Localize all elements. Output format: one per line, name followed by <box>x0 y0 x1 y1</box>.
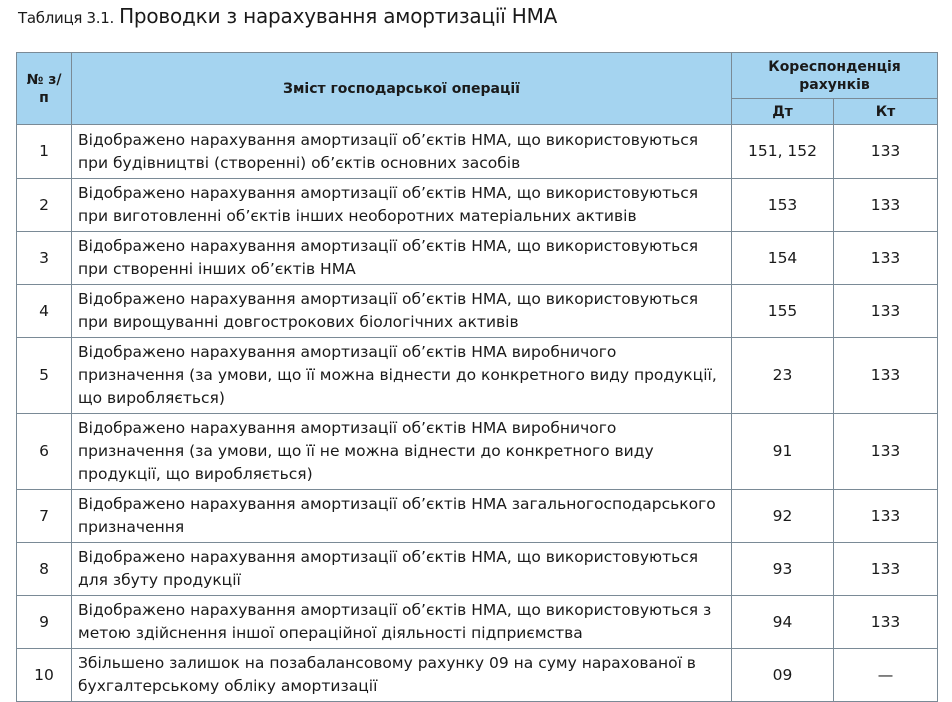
row-number: 4 <box>17 285 72 338</box>
row-credit: 133 <box>834 338 938 414</box>
row-credit: 133 <box>834 490 938 543</box>
row-credit: 133 <box>834 179 938 232</box>
row-credit: 133 <box>834 414 938 490</box>
row-credit: — <box>834 649 938 702</box>
row-credit: 133 <box>834 232 938 285</box>
entries-table <box>16 52 938 702</box>
row-debit: 91 <box>732 414 834 490</box>
row-debit: 154 <box>732 232 834 285</box>
row-credit: 133 <box>834 543 938 596</box>
row-description: Відображено нарахування амортизації об’єктів НМА виробничого призначення (за умови, що її не можна віднести до конкретного виду продукції, що виробляється) <box>72 414 732 490</box>
row-number: 8 <box>17 543 72 596</box>
row-description: Відображено нарахування амортизації об’єктів НМА, що використовуються для збуту продукції <box>72 543 732 596</box>
row-number: 2 <box>17 179 72 232</box>
row-number: 1 <box>17 125 72 179</box>
row-debit: 151, 152 <box>732 125 834 179</box>
table-row <box>17 490 938 543</box>
table-row <box>17 285 938 338</box>
row-debit: 93 <box>732 543 834 596</box>
row-description: Відображено нарахування амортизації об’єктів НМА, що використовуються при виготовленні об’єктів інших необоротних матеріальних активів <box>72 179 732 232</box>
table-row <box>17 125 938 179</box>
row-debit: 23 <box>732 338 834 414</box>
table-caption <box>18 4 557 28</box>
row-credit: 133 <box>834 125 938 179</box>
row-description: Відображено нарахування амортизації об’єктів НМА, що використовуються при створенні інших об’єктів НМА <box>72 232 732 285</box>
header-correspondence: Кореспонденція рахунків <box>732 53 938 99</box>
table-row <box>17 232 938 285</box>
row-debit: 09 <box>732 649 834 702</box>
table-row <box>17 338 938 414</box>
row-debit: 92 <box>732 490 834 543</box>
header-content: Зміст господарської операції <box>72 53 732 125</box>
table-row <box>17 649 938 702</box>
row-description: Відображено нарахування амортизації об’єктів НМА загальногосподарського призначення <box>72 490 732 543</box>
row-description: Відображено нарахування амортизації об’єктів НМА, що використовуються при будівництві (створенні) об’єктів основних засобів <box>72 125 732 179</box>
row-description: Відображено нарахування амортизації об’єктів НМА, що використовуються при вирощуванні довгострокових біологічних активів <box>72 285 732 338</box>
row-debit: 94 <box>732 596 834 649</box>
row-number: 10 <box>17 649 72 702</box>
row-number: 6 <box>17 414 72 490</box>
table-row <box>17 414 938 490</box>
header-credit: Кт <box>834 99 938 125</box>
row-number: 5 <box>17 338 72 414</box>
row-debit: 155 <box>732 285 834 338</box>
row-debit: 153 <box>732 179 834 232</box>
row-description: Збільшено залишок на позабалансовому рахунку 09 на суму нарахованої в бухгалтерському обліку амортизації <box>72 649 732 702</box>
table-row <box>17 543 938 596</box>
table-row <box>17 596 938 649</box>
row-credit: 133 <box>834 285 938 338</box>
row-number: 3 <box>17 232 72 285</box>
row-description: Відображено нарахування амортизації об’єктів НМА, що використовуються з метою здійснення іншої операційної діяльності підприємства <box>72 596 732 649</box>
row-number: 7 <box>17 490 72 543</box>
caption-label: Таблиця 3.1. <box>18 9 114 27</box>
header-number: № з/п <box>17 53 72 125</box>
table-row <box>17 179 938 232</box>
header-debit: Дт <box>732 99 834 125</box>
row-description: Відображено нарахування амортизації об’єктів НМА виробничого призначення (за умови, що її можна віднести до конкретного виду продукції, що виробляється) <box>72 338 732 414</box>
caption-title: Проводки з нарахування амортизації НМА <box>119 4 558 28</box>
row-credit: 133 <box>834 596 938 649</box>
row-number: 9 <box>17 596 72 649</box>
